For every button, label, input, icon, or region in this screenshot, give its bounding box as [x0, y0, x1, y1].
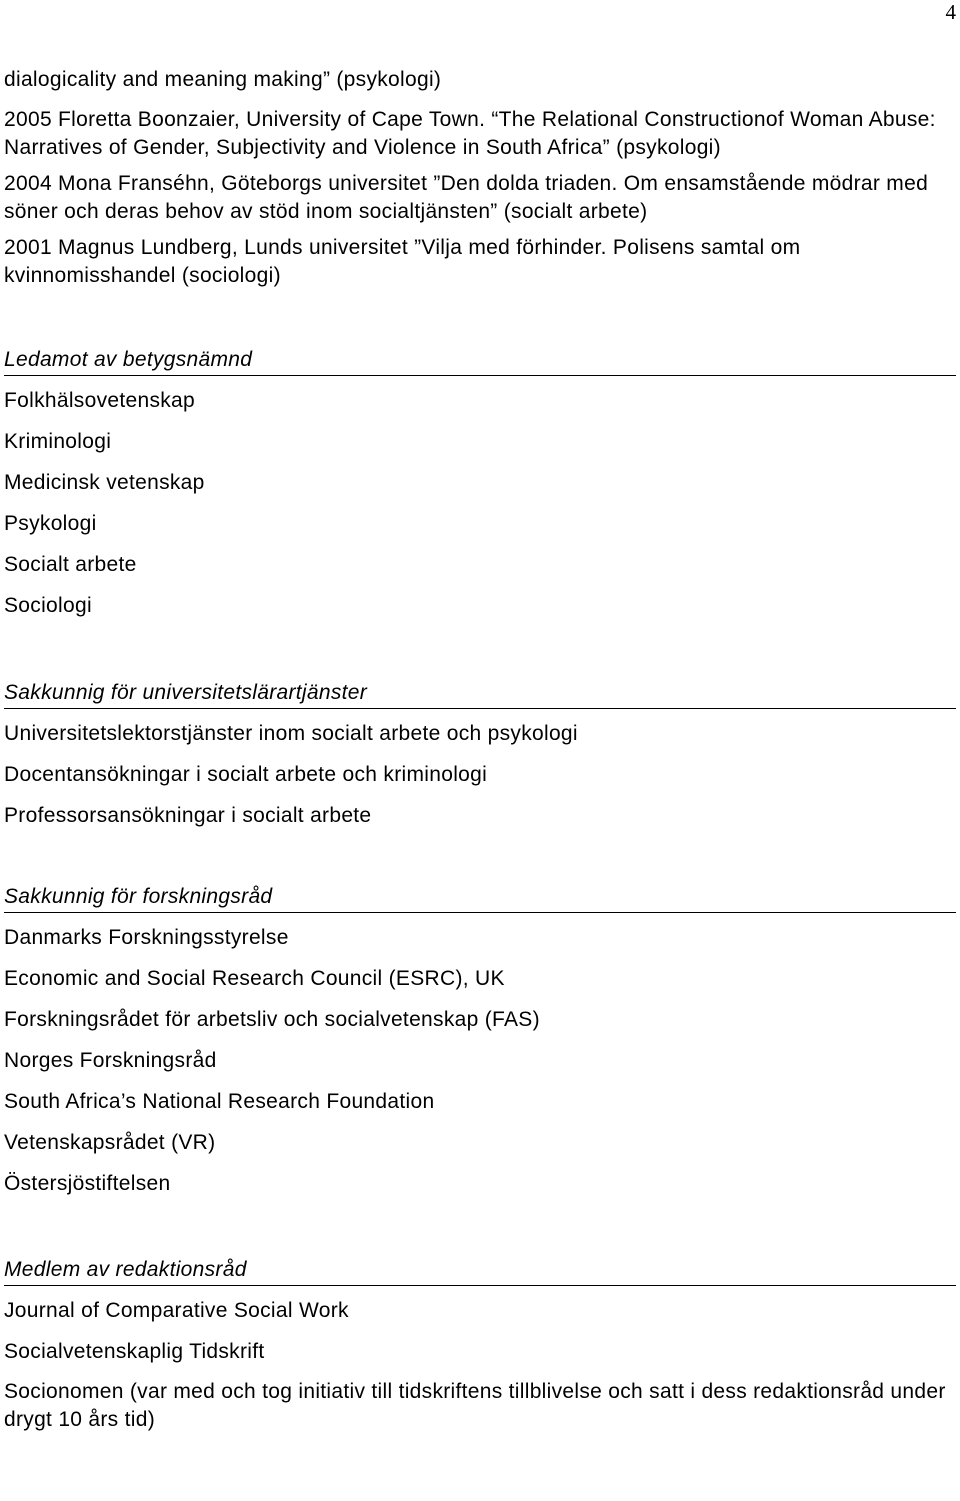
list-item: Forskningsrådet för arbetsliv och socialvetenskap (FAS)	[4, 1008, 540, 1031]
appointment-list	[4, 719, 956, 831]
journal-list	[4, 1296, 956, 1434]
list-item: Docentansökningar i socialt arbete och kriminologi	[4, 763, 488, 786]
section-universitetslarartjanster	[4, 678, 956, 831]
section-heading: Medlem av redaktionsråd	[4, 1255, 956, 1286]
list-item: Medicinsk vetenskap	[4, 471, 205, 494]
council-list	[4, 923, 956, 1199]
section-redaktionsrad	[4, 1255, 956, 1434]
list-item: Östersjöstiftelsen	[4, 1172, 171, 1195]
section-heading: Ledamot av betygsnämnd	[4, 345, 956, 376]
list-item: Universitetslektorstjänster inom socialt arbete och psykologi	[4, 722, 578, 745]
list-item: Professorsansökningar i socialt arbete	[4, 804, 372, 827]
document-body	[4, 66, 956, 1445]
list-item: Vetenskapsrådet (VR)	[4, 1131, 216, 1154]
list-item: Socialt arbete	[4, 553, 137, 576]
list-item: Norges Forskningsråd	[4, 1049, 217, 1072]
list-item: Folkhälsovetenskap	[4, 389, 196, 412]
theses-list	[4, 66, 956, 290]
list-item: Sociologi	[4, 594, 92, 617]
list-item: South Africa’s National Research Foundation	[4, 1090, 435, 1113]
thesis-entry: 2005 Floretta Boonzaier, University of Cape Town. “The Relational Constructionof Woman Abuse: Narratives of Gender, Subjectivity and Violence in South Africa” (psykologi)	[4, 108, 936, 159]
list-item: Kriminologi	[4, 430, 112, 453]
list-item: Danmarks Forskningsstyrelse	[4, 926, 289, 949]
list-item: Psykologi	[4, 512, 97, 535]
section-heading: Sakkunnig för forskningsråd	[4, 882, 956, 913]
list-item: Journal of Comparative Social Work	[4, 1299, 349, 1322]
subject-list	[4, 386, 956, 621]
section-betygsnamnd	[4, 345, 956, 621]
list-item: Economic and Social Research Council (ESRC), UK	[4, 967, 505, 990]
thesis-entry: 2001 Magnus Lundberg, Lunds universitet ”Vilja med förhinder. Polisens samtal om kvinnomisshandel (sociologi)	[4, 236, 801, 287]
list-item: Socionomen (var med och tog initiativ till tidskriftens tillblivelse och satt i dess redaktionsråd under drygt 10 års tid)	[4, 1380, 946, 1431]
page-number: 4	[945, 0, 956, 24]
thesis-entry: 2004 Mona Franséhn, Göteborgs universitet ”Den dolda triaden. Om ensamstående mödrar med söner och deras behov av stöd inom socialtjänsten” (socialt arbete)	[4, 172, 929, 223]
section-heading: Sakkunnig för universitetslärartjänster	[4, 678, 956, 709]
list-item: Socialvetenskaplig Tidskrift	[4, 1340, 265, 1363]
section-forskningsrad	[4, 882, 956, 1199]
thesis-entry: dialogicality and meaning making” (psykologi)	[4, 68, 442, 91]
